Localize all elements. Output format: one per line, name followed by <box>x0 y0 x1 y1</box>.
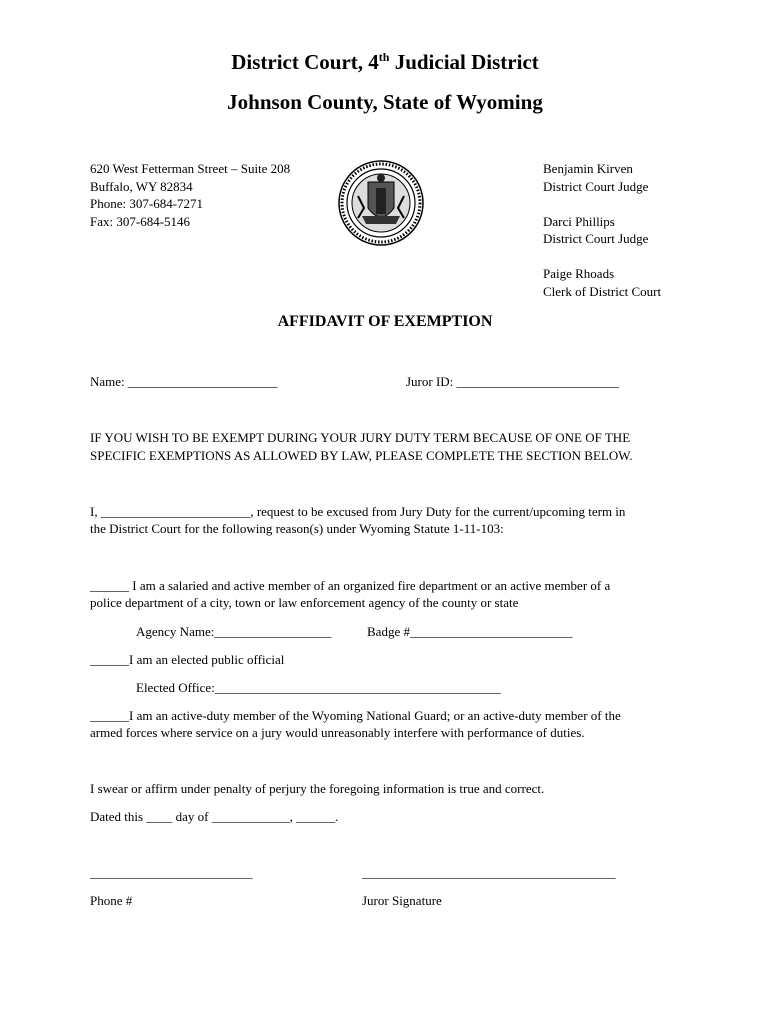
official-title: District Court Judge <box>543 231 649 246</box>
juror-signature-line[interactable]: _______________________________________ <box>362 865 616 880</box>
badge-field[interactable]: Badge #_________________________ <box>367 624 573 639</box>
official-title: District Court Judge <box>543 178 649 194</box>
juror-id-field[interactable]: Juror ID: _________________________ <box>406 374 620 389</box>
official-name: Benjamin Kirven <box>543 161 633 176</box>
request-line-2: the District Court for the following reason(s) under Wyoming Statute 1-11-103: <box>90 521 504 536</box>
phone-signature-line[interactable]: _________________________ <box>90 865 253 880</box>
elected-office-field[interactable]: Elected Office:____________________________________________ <box>136 680 501 695</box>
agency-name-field[interactable]: Agency Name:__________________ <box>136 624 332 639</box>
official-title: Clerk of District Court <box>543 283 662 299</box>
option-national-guard-cont: armed forces where service on a jury would unreasonably interfere with performance of duties. <box>90 725 585 740</box>
official-name: Paige Rhoads <box>543 266 615 281</box>
perjury-statement: I swear or affirm under penalty of perjury the foregoing information is true and correct. <box>90 781 545 796</box>
wyoming-seal-icon <box>338 160 424 246</box>
instructions-line-1: IF YOU WISH TO BE EXEMPT DURING YOUR JURY DUTY TERM BECAUSE OF ONE OF THE <box>90 430 631 445</box>
county-title: Johnson County, State of Wyoming <box>227 90 543 114</box>
option-elected-official[interactable]: ______I am an elected public official <box>90 652 285 667</box>
option-fire-police[interactable]: ______ I am a salaried and active member of an organized fire department or an active member of a <box>90 578 611 593</box>
official-name: Darci Phillips <box>543 213 615 229</box>
form-heading: AFFIDAVIT OF EXEMPTION <box>277 313 493 330</box>
request-line-1[interactable]: I, _______________________, request to be excused from Jury Duty for the current/upcoming term in <box>90 504 626 519</box>
option-fire-police-cont: police department of a city, town or law enforcement agency of the county or state <box>90 595 519 610</box>
address-fax: Fax: 307-684-5146 <box>90 213 191 229</box>
dated-field[interactable]: Dated this ____ day of ____________, ______. <box>90 809 339 824</box>
juror-signature-label: Juror Signature <box>362 893 442 908</box>
court-address <box>90 160 290 230</box>
address-phone: Phone: 307-684-7271 <box>90 196 204 211</box>
address-city: Buffalo, WY 82834 <box>90 178 193 194</box>
option-national-guard[interactable]: ______I am an active-duty member of the Wyoming National Guard; or an active-duty member of the <box>90 708 621 723</box>
instructions-line-2: SPECIFIC EXEMPTIONS AS ALLOWED BY LAW, PLEASE COMPLETE THE SECTION BELOW. <box>90 448 633 463</box>
phone-label: Phone # <box>90 893 133 908</box>
court-title: District Court, 4th Judicial District <box>231 50 539 74</box>
officials-list <box>543 160 661 300</box>
name-field[interactable]: Name: _______________________ <box>90 374 278 389</box>
address-street: 620 West Fetterman Street – Suite 208 <box>90 161 291 176</box>
